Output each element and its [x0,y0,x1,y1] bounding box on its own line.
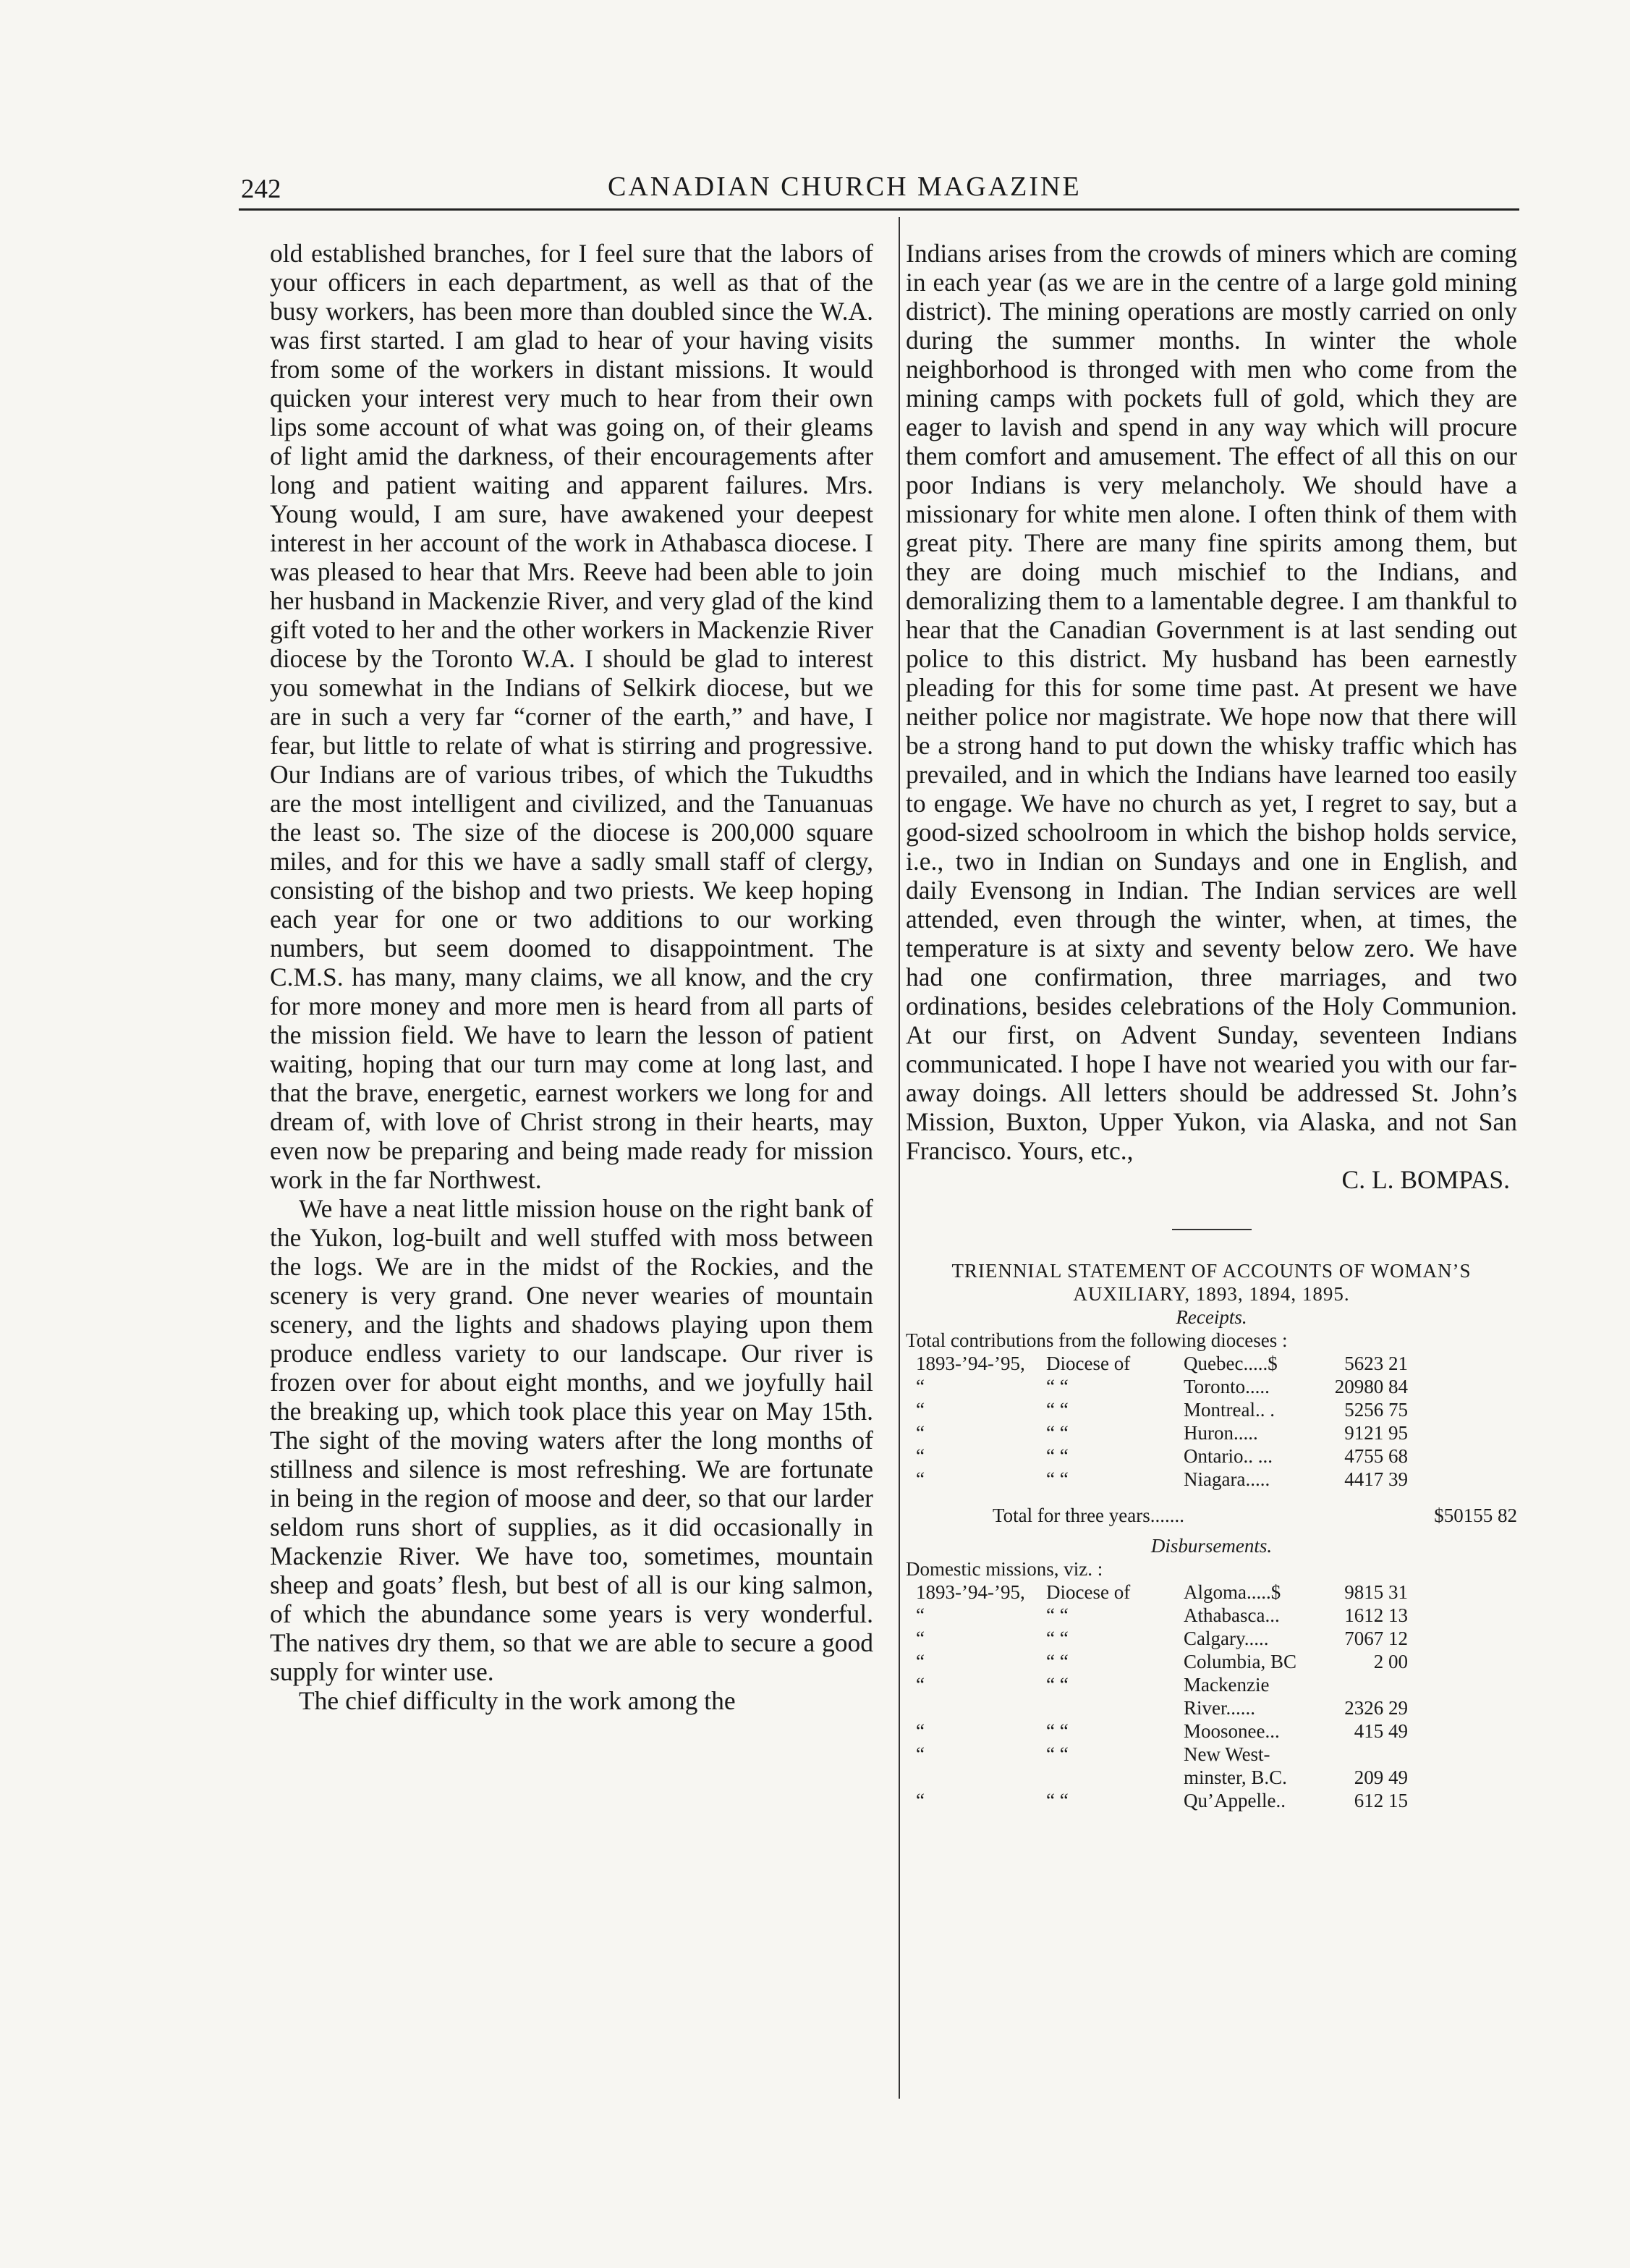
statement-cell-c1: 1893-’94-’95, [916,1581,1025,1603]
statement-cell-c4: 7067 12 [1344,1628,1408,1649]
statement-row [916,1421,1408,1444]
statement-cell-c2: “ “ [1046,1720,1069,1742]
statement-cell-c3: Qu’Appelle.. [1184,1790,1286,1811]
statement-cell-c1: “ [916,1651,925,1672]
receipts-table [916,1352,1408,1491]
letter-paragraph: old established branches, for I feel sure that the labors of your officers in each department, as well as that of the busy workers, has been more than doubled since the W.A. was first started. I am glad to hear of your having visits from some of the workers in distant missions. It would quicken your interest very much to hear from their own lips some account of what was going on, of their gleams of light amid the darkness, of their encouragements after long and patient waiting and apparent failures. Mrs. Young would, I am sure, have awakened your deepest interest in her account of the work in Athabasca diocese. I was pleased to hear that Mrs. Reeve had been able to join her husband in Mackenzie River, and very glad of the kind gift voted to her and the other workers in Mackenzie River diocese by the Toronto W.A. I should be glad to interest you somewhat in the Indians of Selkirk diocese, but we are in such a very far “corner of the earth,” and have, I fear, but little to relate of what is stirring and progressive. Our Indians are of various tribes, of which the Tukudths are the most intelligent and civilized, and the Tanuanuas the least so. The size of the diocese is 200,000 square miles, and for this we have a sadly small staff of clergy, consisting of the bishop and two priests. We keep hoping each year for one or two additions to our working numbers, but seem doomed to disappointment. The C.M.S. has many, many claims, we all know, and the cry for more money and more men is heard from all parts of the mission field. We have to learn the lesson of patient waiting, hoping that our turn may come at long last, and that the brave, energetic, earnest workers we long for and dream of, with love of Christ strong in their hearts, may even now be preparing and being made ready for mission work in the far Northwest. [270,239,873,1194]
statement-cell-c3: Athabasca... [1184,1604,1280,1626]
statement-cell-c1: “ [916,1445,925,1467]
statement-cell-c3: Huron..... [1184,1422,1258,1444]
statement-row [916,1375,1408,1398]
statement-cell-c4: 9815 31 [1344,1581,1408,1603]
statement-cell-c4: 4417 39 [1344,1468,1408,1490]
statement-row [916,1743,1408,1766]
statement-cell-c1: “ [916,1743,925,1765]
statement-cell-c4: 1612 13 [1344,1604,1408,1626]
statement-row [916,1719,1408,1743]
statement-cell-c1: “ [916,1468,925,1490]
statement-cell-c4 [1328,1673,1408,1696]
header-rule [239,208,1519,211]
statement-cell-c2: “ “ [1046,1399,1069,1421]
statement-cell-c2: “ “ [1046,1604,1069,1626]
statement-cell-c3: Columbia, BC [1184,1651,1297,1672]
accounts-statement [906,1259,1517,1812]
statement-cell-c2: “ “ [1046,1468,1069,1490]
statement-cell-c1: “ [916,1790,925,1811]
statement-row [916,1627,1408,1650]
signature: C. L. BOMPAS. [1341,1165,1510,1194]
statement-cell-c4 [1328,1743,1408,1766]
statement-title-line: TRIENNIAL STATEMENT OF ACCOUNTS OF WOMAN’S [951,1260,1472,1282]
receipts-total [906,1504,1517,1527]
statement-row [916,1673,1408,1696]
statement-cell-c1: “ [916,1604,925,1626]
column-divider [899,217,900,2099]
statement-cell-c3: Montreal.. . [1184,1399,1275,1421]
statement-cell-c2: “ “ [1046,1628,1069,1649]
statement-cell-c4: 612 15 [1354,1790,1408,1811]
statement-cell-c2: “ “ [1046,1651,1069,1672]
statement-cell-c3: Mackenzie [1184,1674,1270,1696]
statement-cell-c2 [1046,1766,1184,1789]
statement-cell-c1: “ [916,1674,925,1696]
statement-cell-c3: New West- [1184,1743,1270,1765]
right-column [906,239,1517,1812]
statement-cell-c1: 1893-’94-’95, [916,1353,1025,1374]
statement-cell-c3: Moosonee... [1184,1720,1280,1742]
statement-cell-c3: minster, B.C. [1184,1766,1287,1788]
statement-cell-c1 [916,1696,1046,1719]
statement-cell-c3: River...... [1184,1697,1255,1719]
statement-cell-c2: Diocese of [1046,1353,1131,1374]
receipts-heading: Receipts. [1176,1306,1247,1328]
statement-cell-c3: Ontario.. ... [1184,1445,1273,1467]
statement-cell-c4: 209 49 [1354,1766,1408,1788]
statement-title [906,1259,1517,1306]
statement-cell-c2: “ “ [1046,1790,1069,1811]
statement-cell-c4: 5623 21 [1344,1353,1408,1374]
statement-row [916,1444,1408,1468]
statement-cell-c4: 9121 95 [1344,1422,1408,1444]
statement-cell-c2: “ “ [1046,1445,1069,1467]
disbursements-heading: Disbursements. [1150,1535,1273,1557]
statement-cell-c1: “ [916,1422,925,1444]
letter-paragraph: Indians arises from the crowds of miners which are coming in each year (as we are in the centre of a large gold mining district). The mining operations are mostly carried on only during the summer months. In winter the whole neighborhood is thronged with men who come from the mining camps with pockets full of gold, which they are eager to lavish and spend in any way which will procure them comfort and amusement. The effect of all this on our poor Indians is very melancholy. We should have a missionary for white men alone. I often think of them with great pity. There are many fine spirits among them, but they are doing much mischief to the Indians, and demoralizing them to a lamentable degree. I am thankful to hear that the Canadian Government is at last sending out police to this district. My husband has been earnestly pleading for this for some time past. At present we have neither police nor magistrate. We hope now that there will be a strong hand to put down the whisky traffic which has prevailed, and in which the Indians have learned too easily to engage. We have no church as yet, I regret to say, but a good-sized schoolroom in which the bishop holds service, i.e., two in Indian on Sundays and one in English, and daily Evensong in Indian. The Indian services are well attended, even through the winter, when, at times, the temperature is at sixty and seventy below zero. We have had one confirmation, three marriages, and two ordinations, besides celebrations of the Holy Communion. At our first, on Advent Sunday, seventeen Indians communicated. I hope I have not wearied you with our far-away doings. All letters should be addressed St. John’s Mission, Buxton, Upper Yukon, via Alaska, and not San Francisco. Yours, etc., [906,239,1517,1165]
statement-row [916,1650,1408,1673]
statement-cell-c4: 415 49 [1354,1720,1408,1742]
statement-cell-c3: Quebec.....$ [1184,1353,1278,1374]
statement-cell-c2: “ “ [1046,1422,1069,1444]
statement-cell-c4: 2326 29 [1344,1697,1408,1719]
statement-row [916,1766,1408,1789]
statement-row [916,1604,1408,1627]
statement-row [916,1789,1408,1812]
running-head: CANADIAN CHURCH MAGAZINE [608,172,1082,202]
disbursements-intro: Domestic missions, viz. : [906,1558,1103,1580]
statement-cell-c3: Algoma.....$ [1184,1581,1281,1603]
statement-cell-c3: Toronto..... [1184,1376,1270,1397]
letter-paragraph: We have a neat little mission house on the right bank of the Yukon, log-built and well stuffed with moss between the logs. We are in the midst of the Rockies, and the scenery is very grand. One never wearies of mountain scenery, and the lights and shadows playing upon them produce endless variety to our landscape. Our river is frozen over for about eight months, and we joyfully hail the breaking up, which took place this year on May 15th. The sight of the moving waters after the long months of stillness and silence is most refreshing. We are fortunate in being in the region of moose and deer, so that our larder seldom runs short of supplies, as it did occasionally in Mackenzie River. We have too, sometimes, mountain sheep and goats’ flesh, but best of all is our king salmon, of which the abundance some years is very wonderful. The natives dry them, so that we are able to secure a good supply for winter use. [270,1194,873,1686]
statement-cell-c1: “ [916,1376,925,1397]
statement-cell-c1 [916,1766,1046,1789]
statement-cell-c4: 5256 75 [1344,1399,1408,1421]
total-value: $50155 82 [1434,1505,1517,1526]
statement-row [916,1581,1408,1604]
statement-cell-c2 [1046,1696,1184,1719]
statement-cell-c1: “ [916,1628,925,1649]
statement-row [916,1468,1408,1491]
left-column [270,239,873,1715]
statement-cell-c4: 2 00 [1373,1651,1408,1672]
total-label: Total for three years....... [993,1505,1185,1526]
statement-row [916,1398,1408,1421]
section-rule [1172,1229,1252,1230]
receipts-intro: Total contributions from the following dioceses : [906,1329,1288,1351]
letter-paragraph: The chief difficulty in the work among the [299,1686,736,1715]
statement-row [916,1696,1408,1719]
statement-cell-c3: Niagara..... [1184,1468,1270,1490]
statement-cell-c4: 4755 68 [1344,1445,1408,1467]
statement-row [916,1352,1408,1375]
statement-cell-c2: “ “ [1046,1743,1069,1765]
disbursements-table [916,1581,1408,1812]
statement-title-line: AUXILIARY, 1893, 1894, 1895. [1073,1283,1350,1305]
statement-cell-c4: 20980 84 [1334,1376,1408,1397]
page-number: 242 [241,174,281,204]
statement-cell-c1: “ [916,1399,925,1421]
statement-cell-c3: Calgary..... [1184,1628,1269,1649]
statement-cell-c2: “ “ [1046,1376,1069,1397]
statement-cell-c1: “ [916,1720,925,1742]
statement-cell-c2: “ “ [1046,1674,1069,1696]
statement-cell-c2: Diocese of [1046,1581,1131,1603]
